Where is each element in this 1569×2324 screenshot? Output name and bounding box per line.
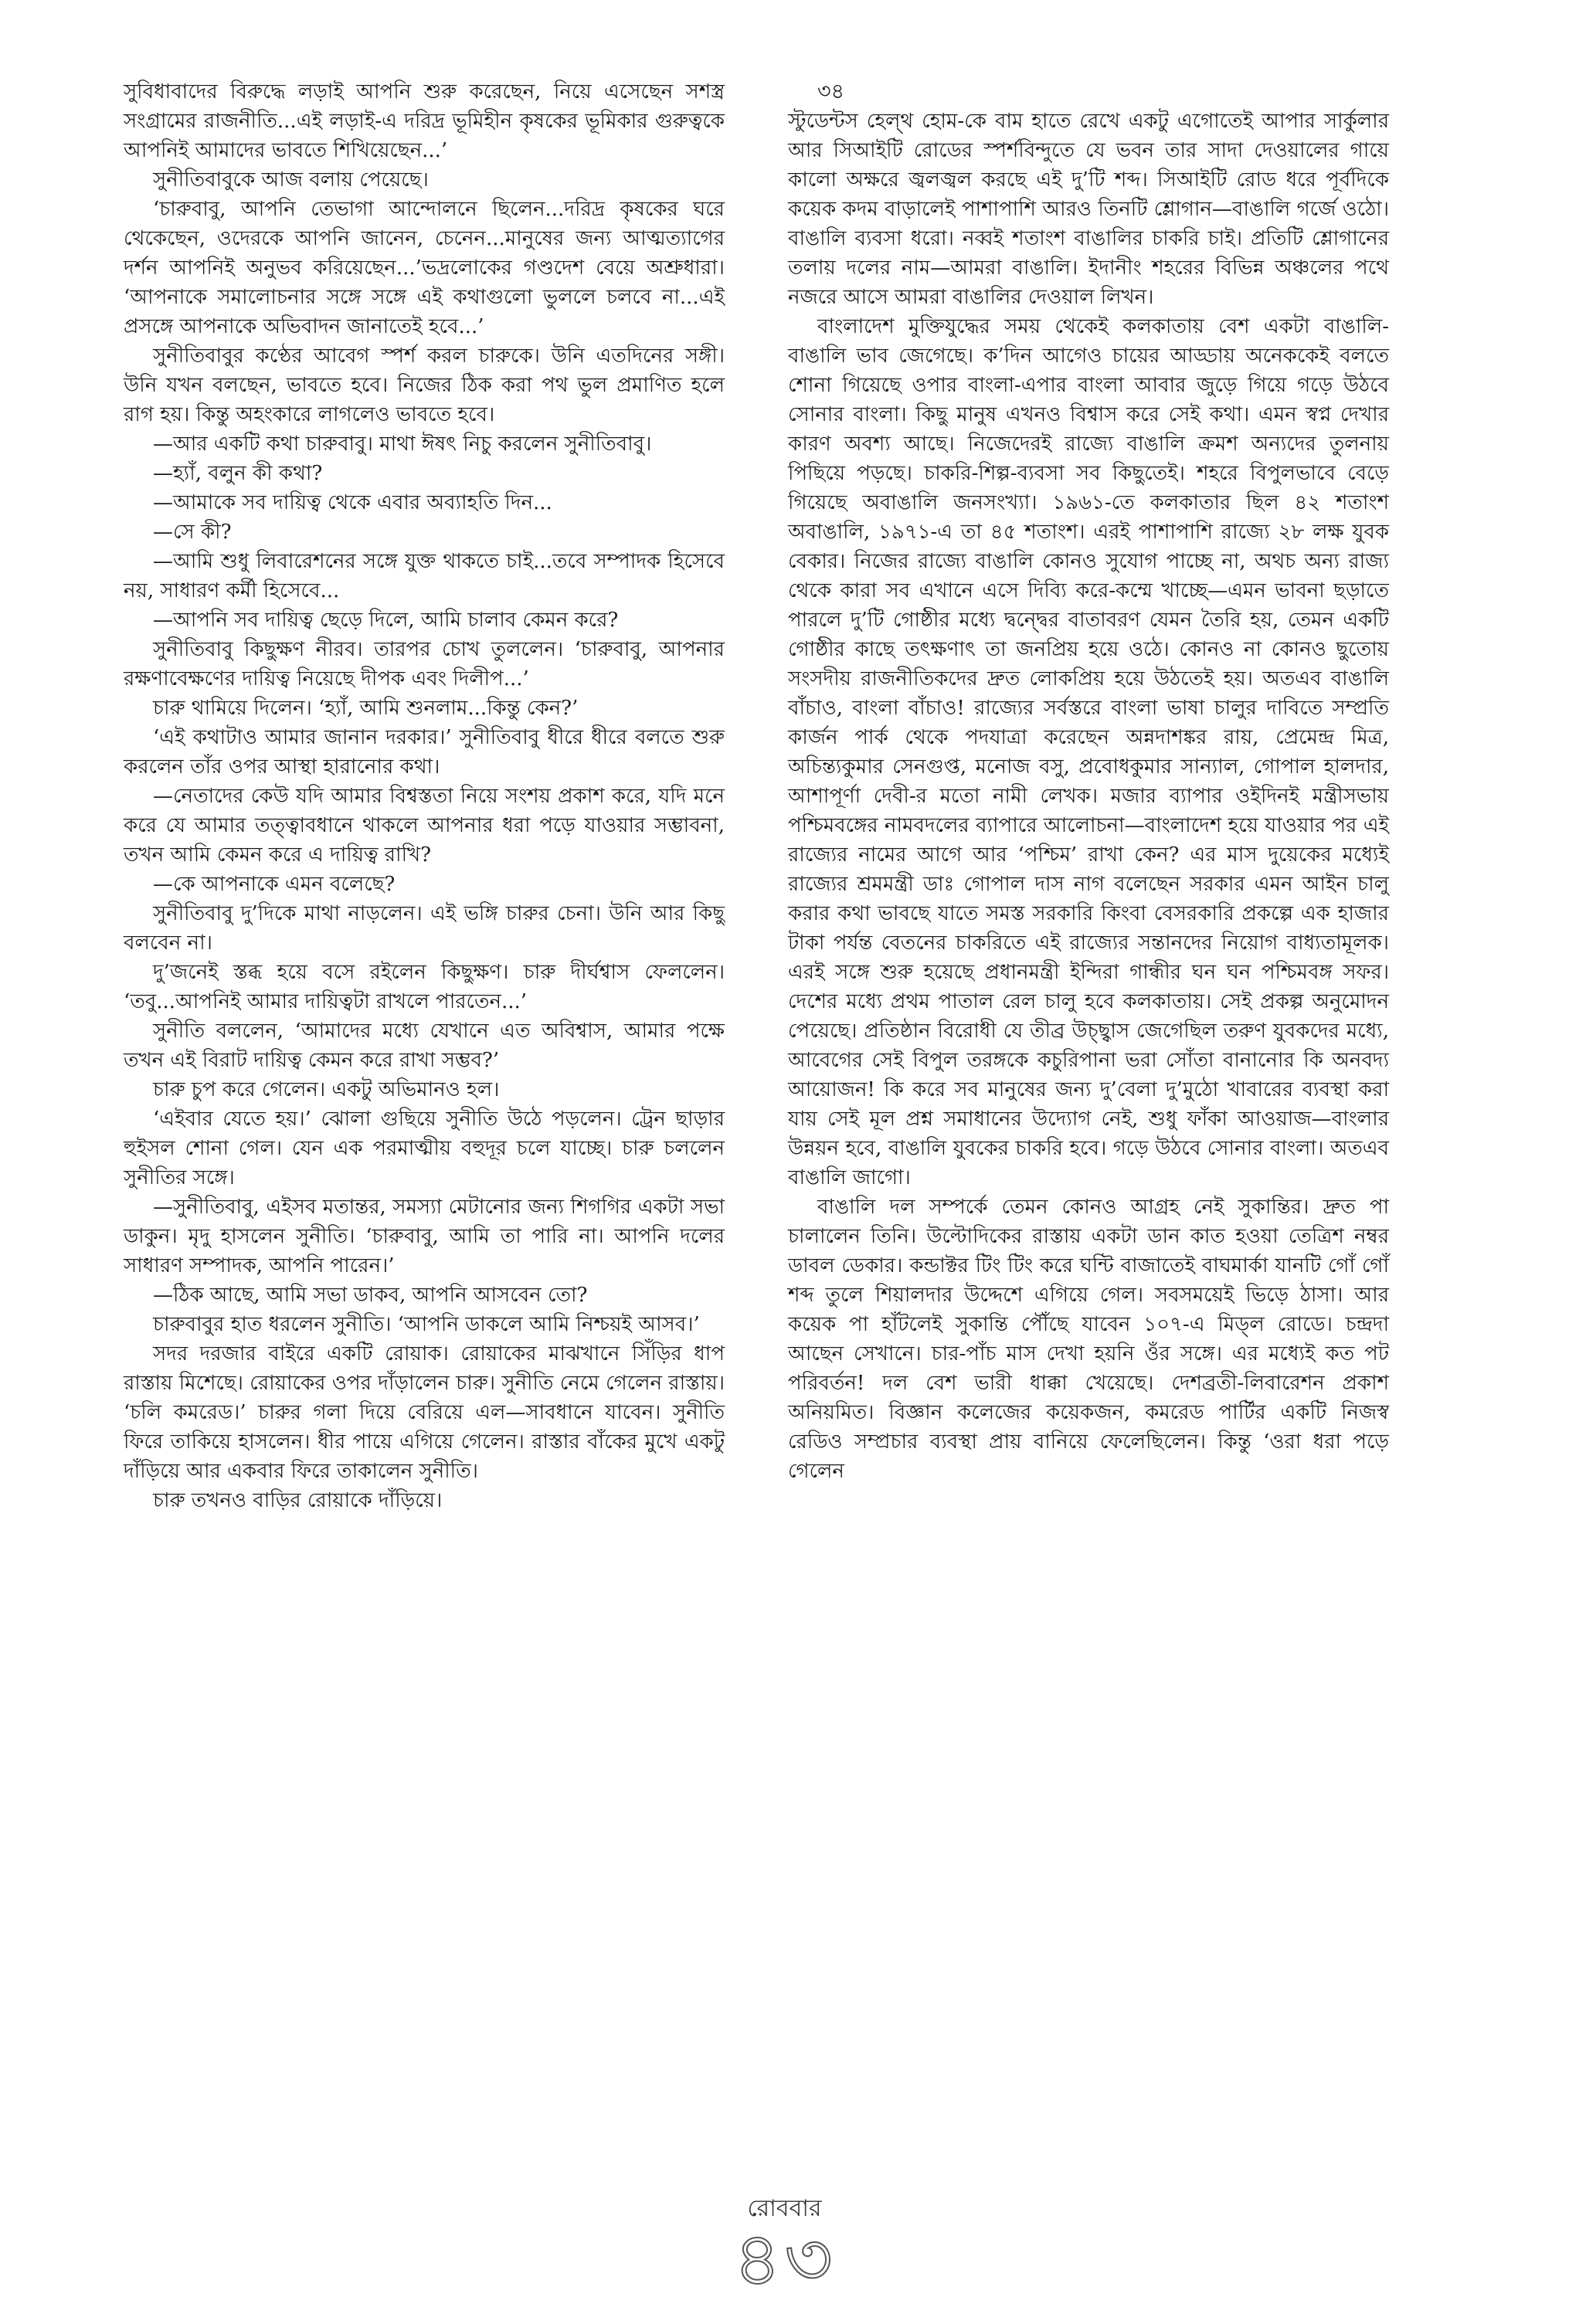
paragraph: —নেতাদের কেউ যদি আমার বিশ্বস্ততা নিয়ে সংশয় প্রকাশ করে, যদি মনে করে যে আমার তত্ত্বাবধানে থাকলে আপনার ধরা পড়ে যাওয়ার সম্ভাবনা, তখন আমি কেমন করে এ দায়িত্ব রাখি? <box>124 785 725 867</box>
paragraph: —সুনীতিবাবু, এইসব মতান্তর, সমস্যা মেটানোর জন্য শিগগির একটা সভা ডাকুন। মৃদু হাসলেন সুনীতি। ‘চারুবাবু, আমি তা পারি না। আপনি দলের সাধারণ সম্পাদক, আপনি পারেন।’ <box>124 1196 725 1277</box>
paragraph: —হ্যাঁ, বলুন কী কথা? <box>153 462 323 485</box>
paragraph: —আপনি সব দায়িত্ব ছেড়ে দিলে, আমি চালাব কেমন করে? <box>153 609 619 632</box>
paragraph: সুনীতিবাবুকে আজ বলায় পেয়েছে। <box>153 168 429 192</box>
paragraph: সুনীতি বললেন, ‘আমাদের মধ্যে যেখানে এত অবিশ্বাস, আমার পক্ষে তখন এই বিরাট দায়িত্ব কেমন করে রাখা সম্ভব?’ <box>124 1020 725 1072</box>
paragraph: বাংলাদেশ মুক্তিযুদ্ধের সময় থেকেই কলকাতায় বেশ একটা বাঙালি-বাঙালি ভাব জেগেছে। ক’দিন আগেও চায়ের আড্ডায় অনেককেই বলতে শোনা গিয়েছে ওপার বাংলা-এপার বাংলা আবার জুড়ে গিয়ে গড়ে উঠবে সোনার বাংলা। কিছু মানুষ এখনও বিশ্বাস করে সেই কথা। এমন স্বপ্ন দেখার কারণ অবশ্য আছে। নিজেদেরই রাজ্যে বাঙালি ক্রমশ অন্যদের তুলনায় পিছিয়ে পড়ছে। চাকরি-শিল্প-ব্যবসা সব কিছুতেই। শহরে বিপুলভাবে বেড়ে গিয়েছে অবাঙালি জনসংখ্যা। ১৯৬১-তে কলকাতার ছিল ৪২ শতাংশ অবাঙালি, ১৯৭১-এ তা ৪৫ শতাংশ। এরই পাশাপাশি রাজ্যে ২৮ লক্ষ যুবক বেকার। নিজের রাজ্যে বাঙালি কোনও সুযোগ পাচ্ছে না, অথচ অন্য রাজ্য থেকে কারা সব এখানে এসে দিব্যি করে-কম্মে খাচ্ছে—এমন ভাবনা ছড়াতে পারলে দু’টি গোষ্ঠীর মধ্যে দ্বন্দ্বের বাতাবরণ যেমন তৈরি হয়, তেমন একটি গোষ্ঠীর কাছে তৎক্ষণাৎ তা জনপ্রিয় হয়ে ওঠে। কোনও না কোনও ছুতোয় সংসদীয় রাজনীতিকদের দ্রুত লোকপ্রিয় হয়ে উঠতেই হয়। অতএব বাঙালি বাঁচাও, বাংলা বাঁচাও! রাজ্যের সর্বস্তরে বাংলা ভাষা চালুর দাবিতে সম্প্রতি কার্জন পার্ক থেকে পদযাত্রা করেছেন অন্নদাশঙ্কর রায়, প্রেমেন্দ্র মিত্র, অচিন্ত্যকুমার সেনগুপ্ত, মনোজ বসু, প্রবোধকুমার সান্যাল, গোপাল হালদার, আশাপূর্ণা দেবী-র মতো নামী লেখক। মজার ব্যাপার ওইদিনই মন্ত্রীসভায় পশ্চিমবঙ্গের নামবদলের ব্যাপারে আলোচনা—বাংলাদেশ হয়ে যাওয়ার পর এই রাজ্যের নামের আগে আর ‘পশ্চিম’ রাখা কেন? এর মাস দুয়েকের মধ্যেই রাজ্যের শ্রমমন্ত্রী ডাঃ গোপাল দাস নাগ বলেছেন সরকার এমন আইন চালু করার কথা ভাবছে যাতে সমস্ত সরকারি কিংবা বেসরকারি প্রকল্পে এক হাজার টাকা পর্যন্ত বেতনের চাকরিতে এই রাজ্যের সন্তানদের নিয়োগ বাধ্যতামূলক। এরই সঙ্গে শুরু হয়েছে প্রধানমন্ত্রী ইন্দিরা গান্ধীর ঘন ঘন পশ্চিমবঙ্গ সফর। দেশের মধ্যে প্রথম পাতাল রেল চালু হবে কলকাতায়। সেই প্রকল্প অনুমোদন পেয়েছে। প্রতিষ্ঠান বিরোধী যে তীব্র উচ্ছ্বাস জেগেছিল তরুণ যুবকদের মধ্যে, আবেগের সেই বিপুল তরঙ্গকে কচুরিপানা ভরা সোঁতা বানানোর কি অনবদ্য আয়োজন! কি করে সব মানুষের জন্য দু’বেলা দু’মুঠো খাবারের ব্যবস্থা করা যায় সেই মূল প্রশ্ন সমাধানের উদ্যোগ নেই, শুধু ফাঁকা আওয়াজ—বাংলার উন্নয়ন হবে, বাঙালি যুবকের চাকরি হবে। গড়ে উঠবে সোনার বাংলা। অতএব বাঙালি জাগো। <box>788 315 1389 1189</box>
paragraph: —আমি শুধু লিবারেশনের সঙ্গে যুক্ত থাকতে চাই...তবে সম্পাদক হিসেবে নয়, সাধারণ কর্মী হিসেবে... <box>124 550 725 602</box>
paragraph: ‘এই কথাটাও আমার জানান দরকার।’ সুনীতিবাবু ধীরে ধীরে বলতে শুরু করলেন তাঁর ওপর আস্থা হারানোর কথা। <box>124 726 725 779</box>
paragraph: বাঙালি দল সম্পর্কে তেমন কোনও আগ্রহ নেই সুকান্তির। দ্রুত পা চালালেন তিনি। উল্টোদিকের রাস্তায় একটা ডান কাত হওয়া তেত্রিশ নম্বর ডাবল ডেকার। কন্ডাক্টর টিং টিং করে ঘন্টি বাজাতেই বাঘমার্কা যানটি গোঁ গোঁ শব্দ তুলে শিয়ালদার উদ্দেশে এগিয়ে গেল। সবসময়েই ভিড়ে ঠাসা। আর কয়েক পা হাঁটলেই সুকান্তি পৌঁছে যাবেন ১০৭-এ মিড্ল রোডে। চন্দ্রদা আছেন সেখানে। চার-পাঁচ মাস দেখা হয়নি ওঁর সঙ্গে। এর মধ্যেই কত পট পরিবর্তন! দল বেশ ভারী ধাক্কা খেয়েছে। দেশব্রতী-লিবারেশন প্রকাশ অনিয়মিত। বিজ্ঞান কলেজের কয়েকজন, কমরেড পার্টির একটি নিজস্ব রেডিও সম্প্রচার ব্যবস্থা প্রায় বানিয়ে ফেলেছিলেন। কিন্তু ‘ওরা ধরা পড়ে গেলেন <box>788 1196 1389 1483</box>
paragraph: —কে আপনাকে এমন বলেছে? <box>153 873 396 896</box>
paragraph: —আর একটি কথা চারুবাবু। মাথা ঈষৎ নিচু করলেন সুনীতিবাবু। <box>153 433 652 456</box>
paragraph: —সে কী? <box>153 521 232 544</box>
paragraph: স্টুডেন্টস হেল্থ হোম-কে বাম হাতে রেখে একটু এগোতেই আপার সার্কুলার আর সিআইটি রোডের স্পর্শবিন্দুতে যে ভবন তার সাদা দেওয়ালের গায়ে কালো অক্ষরে জ্বলজ্বল করছে এই দু’টি শব্দ। সিআইটি রোড ধরে পূর্বদিকে কয়েক কদম বাড়ালেই পাশাপাশি আরও তিনটি শ্লোগান—বাঙালি গর্জে ওঠো। বাঙালি ব্যবসা ধরো। নব্বই শতাংশ বাঙালির চাকরি চাই। প্রতিটি শ্লোগানের তলায় দলের নাম—আমরা বাঙালি। ইদানীং শহরের বিভিন্ন অঞ্চলের পথে নজরে আসে আমরা বাঙালির দেওয়াল লিখন। <box>788 110 1389 309</box>
paragraph: ‘এইবার যেতে হয়।’ ঝোলা গুছিয়ে সুনীতি উঠে পড়লেন। ট্রেন ছাড়ার হুইসল শোনা গেল। যেন এক পরমাত্মীয় বহুদূর চলে যাচ্ছে। চারু চললেন সুনীতির সঙ্গে। <box>124 1108 725 1189</box>
paragraph: চারু তখনও বাড়ির রোয়াকে দাঁড়িয়ে। <box>153 1489 443 1512</box>
paragraph: চারু থামিয়ে দিলেন। ‘হ্যাঁ, আমি শুনলাম...কিন্তু কেন?’ <box>153 697 579 720</box>
paragraph: সদর দরজার বাইরে একটি রোয়াক। রোয়াকের মাঝখানে সিঁড়ির ধাপ রাস্তায় মিশেছে। রোয়াকের ওপর দাঁড়ালেন চারু। সুনীতি নেমে গেলেন রাস্তায়। ‘চলি কমরেড।’ চারুর গলা দিয়ে বেরিয়ে এল—সাবধানে যাবেন। সুনীতি ফিরে তাকিয়ে হাসলেন। ধীর পায়ে এগিয়ে গেলেন। রাস্তার বাঁকের মুখে একটু দাঁড়িয়ে আর একবার ফিরে তাকালেন সুনীতি। <box>124 1342 725 1483</box>
chapter-number: ৩৪ <box>817 80 845 103</box>
paragraph: সুবিধাবাদের বিরুদ্ধে লড়াই আপনি শুরু করেছেন, নিয়ে এসেছেন সশস্ত্র সংগ্রামের রাজনীতি...এই লড়াই-এ দরিদ্র ভূমিহীন কৃষকের ভূমিকার গুরুত্বকে আপনিই আমাদের ভাবতে শিখিয়েছেন...’ <box>124 80 725 162</box>
paragraph: সুনীতিবাবুর কণ্ঠের আবেগ স্পর্শ করল চারুকে। উনি এতদিনের সঙ্গী। উনি যখন বলছেন, ভাবতে হবে। নিজের ঠিক করা পথ ভুল প্রমাণিত হলে রাগ হয়। কিন্তু অহংকারে লাগলেও ভাবতে হবে। <box>124 344 725 426</box>
paragraph: চারুবাবুর হাত ধরলেন সুনীতি। ‘আপনি ডাকলে আমি নিশ্চয়ই আসব।’ <box>153 1313 700 1336</box>
page-number: ৪৩ <box>733 2216 836 2302</box>
paragraph: —আমাকে সব দায়িত্ব থেকে এবার অব্যাহতি দিন... <box>153 491 552 514</box>
paragraph: সুনীতিবাবু কিছুক্ষণ নীরব। তারপর চোখ তুললেন। ‘চারুবাবু, আপনার রক্ষণাবেক্ষণের দায়িত্ব নিয়েছে দীপক এবং দিলীপ...’ <box>124 638 725 690</box>
paragraph: ‘চারুবাবু, আপনি তেভাগা আন্দোলনে ছিলেন...দরিদ্র কৃষকের ঘরে থেকেছেন, ওদেরকে আপনি জানেন, চেনেন...মানুষের জন্য আত্মত্যাগের দর্শন আপনিই অনুভব করিয়েছেন...’ভদ্রলোকের গণ্ডদেশ বেয়ে অশ্রুধারা। ‘আপনাকে সমালোচনার সঙ্গে সঙ্গে এই কথাগুলো ভুললে চলবে না...এই প্রসঙ্গে আপনাকে অভিবাদন জানাতেই হবে...’ <box>124 198 725 338</box>
paragraph: —ঠিক আছে, আমি সভা ডাকব, আপনি আসবেন তো? <box>153 1284 588 1307</box>
paragraph: চারু চুপ করে গেলেন। একটু অভিমানও হল। <box>153 1078 500 1101</box>
left-column <box>124 77 725 1515</box>
paragraph: দু’জনেই স্তব্ধ হয়ে বসে রইলেন কিছুক্ষণ। চারু দীর্ঘশ্বাস ফেললেন। ‘তবু...আপনিই আমার দায়িত্বটা রাখলে পারতেন...’ <box>124 961 725 1013</box>
right-column <box>788 77 1389 1486</box>
magazine-name: রোববার <box>747 2195 822 2222</box>
paragraph: সুনীতিবাবু দু’দিকে মাথা নাড়লেন। এই ভঙ্গি চারুর চেনা। উনি আর কিছু বলবেন না। <box>124 902 725 955</box>
